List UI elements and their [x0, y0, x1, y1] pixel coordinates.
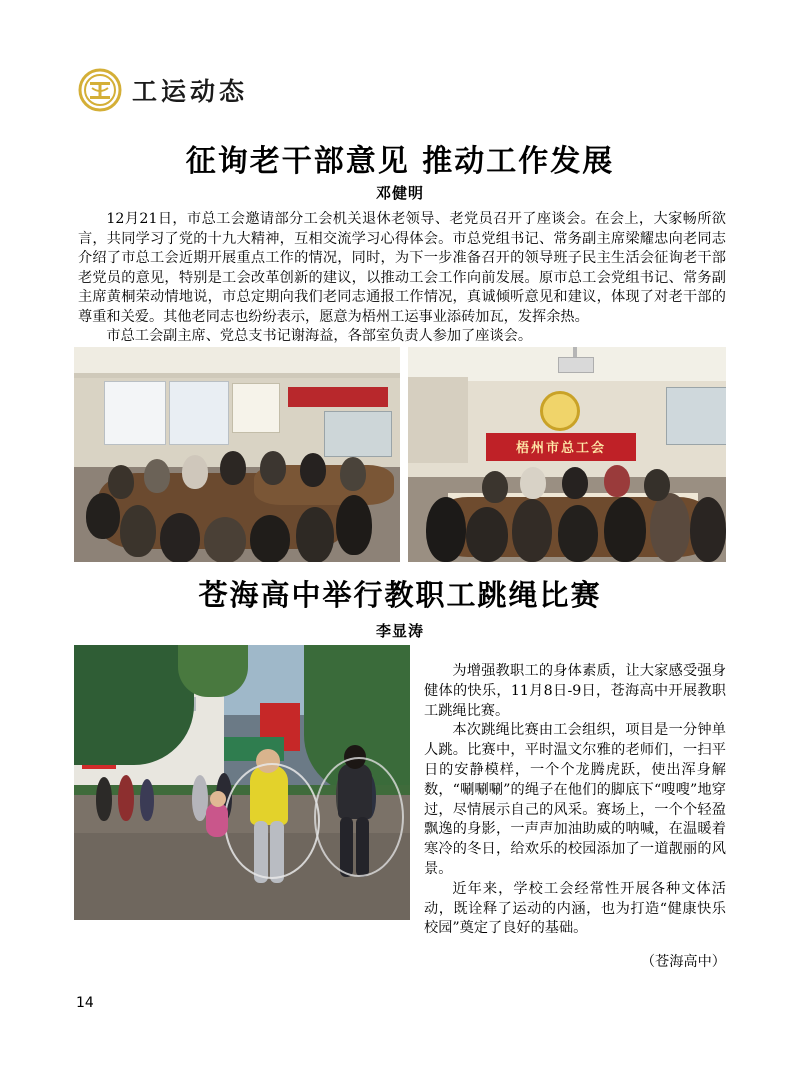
article-2-byline: 李显涛 [375, 622, 424, 640]
article-2-source: （苍海高中） [640, 954, 726, 971]
article-2-body [424, 662, 726, 973]
article-1-paragraph: 市总工会副主席、党总支书记谢海益，各部室负责人参加了座谈会。 [106, 328, 533, 344]
photo-meeting-left [74, 347, 400, 562]
photo-ropeskip [74, 645, 410, 920]
union-emblem-icon [78, 68, 122, 112]
article-1-body [78, 210, 726, 366]
article-1-byline: 邓健明 [375, 184, 424, 202]
photo-banner-text: 梧州市总工会 [515, 441, 606, 456]
page-number: 14 [76, 995, 94, 1011]
article-2-paragraph: 为增强教职工的身体素质，让大家感受强身健体的快乐，11月8日-9日，苍海高中开展教职工跳绳比赛。 [424, 663, 726, 719]
photo-meeting-right [408, 347, 726, 562]
article-1-headline: 征询老干部意见 推动工作发展 [185, 144, 615, 179]
section-banner [78, 68, 248, 112]
article-2-headline: 苍海高中举行教职工跳绳比赛 [198, 578, 602, 612]
section-title: 工运动态 [132, 77, 249, 106]
article-2-paragraph: 本次跳绳比赛由工会组织，项目是一分钟单人跳。比赛中，平时温文尔雅的老师们，一扫平日的安静模样，一个个龙腾虎跃，使出浑身解数，“唰唰唰”的绳子在他们的脚底下“嗖嗖”地穿过，尽情展示自己的风采。赛场上，一个个轻盈飘逸的身影，一声声加油助威的呐喊，在温暖着寒冷的冬日，给欢乐的校园添加了一道靓丽的风景。 [424, 722, 726, 877]
article-1-paragraph: 12月21日，市总工会邀请部分工会机关退休老领导、老党员召开了座谈会。在会上，大家畅所欲言，共同学习了党的十九大精神，互相交流学习心得体会。市总党组书记、常务副主席梁耀忠向老同志介绍了市总工会近期开展重点工作的情况，同时，为下一步准备召开的领导班子民主生活会征询老干部老党员的意见，特别是工会改革创新的建议，以推动工会工作向前发展。原市总工会党组书记、常务副主席黄桐荣动情地说，市总定期向我们老同志通报工作情况，真诚倾听意见和建议，体现了对老干部的尊重和关爱。其他老同志也纷纷表示，愿意为梧州工运事业添砖加瓦，发挥余热。 [78, 211, 726, 325]
article-2-paragraph: 近年来，学校工会经常性开展各种文体活动，既诠释了运动的内涵，也为打造“健康快乐校园”奠定了良好的基础。 [424, 880, 726, 937]
